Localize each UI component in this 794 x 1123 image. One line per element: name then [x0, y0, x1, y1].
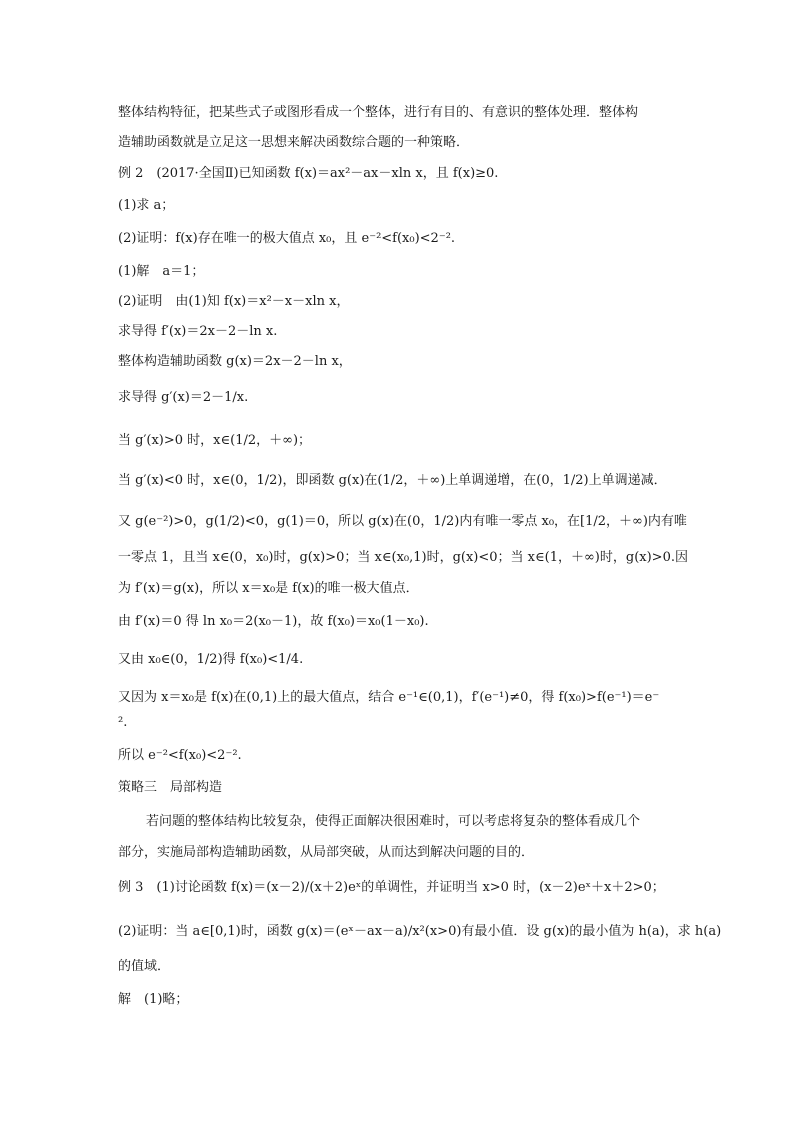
text-line-1: 整体结构特征，把某些式子或图形看成一个整体，进行有目的、有意识的整体处理．整体构: [118, 105, 639, 120]
proof-line-9: 为 f′(x)＝g(x)，所以 x＝x₀是 f(x)的唯一极大值点．: [118, 581, 419, 596]
proof-line-11: 又由 x₀∈(0，1/2)得 f(x₀)<1/4.: [118, 652, 304, 667]
proof-line-3: 整体构造辅助函数 g(x)＝2x－2－ln x，: [118, 354, 352, 369]
solution-part-1: (1)解 a＝1；: [118, 264, 205, 279]
strategy-3-heading: 策略三 局部构造: [118, 780, 223, 795]
proof-line-8: 一零点 1，且当 x∈(0，x₀)时，g(x)>0；当 x∈(x₀,1)时，g(x)<0；当 x∈(1，＋∞)时，g(x)>0.因: [118, 550, 688, 565]
example-3-part-2-cont: 的值域．: [118, 959, 171, 974]
proof-line-12-cont: ².: [118, 715, 128, 730]
proof-line-4: 求导得 g′(x)＝2－1/x.: [118, 390, 249, 405]
proof-line-7: 又 g(e⁻²)>0，g(1/2)<0，g(1)＝0，所以 g(x)在(0，1/2)内有唯一零点 x₀，在[1/2，＋∞)内有唯: [118, 514, 687, 529]
text-line-2: 造辅助函数就是立足这一思想来解决函数综合题的一种策略．: [118, 135, 470, 150]
proof-line-2: 求导得 f′(x)＝2x－2－ln x.: [118, 324, 278, 339]
example-3-solution: 解 (1)略；: [118, 992, 189, 1007]
example-3-part-1: 例 3 (1)讨论函数 f(x)＝(x－2)/(x＋2)eˣ的单调性，并证明当 x>0 时，(x－2)eˣ＋x＋2>0；: [118, 880, 665, 895]
example-2-heading: 例 2 (2017·全国Ⅱ)已知函数 f(x)＝ax²－ax－xln x，且 f(x)≥0.: [118, 166, 499, 181]
proof-line-12: 又因为 x＝x₀是 f(x)在(0,1)上的最大值点，结合 e⁻¹∈(0,1)，f′(e⁻¹)≠0，得 f(x₀)>f(e⁻¹)＝e⁻: [118, 690, 660, 705]
example-2-part-1: (1)求 a；: [118, 198, 175, 213]
example-2-part-2: (2)证明：f(x)存在唯一的极大值点 x₀，且 e⁻²<f(x₀)<2⁻².: [118, 231, 456, 246]
strategy-3-para-1: 若问题的整体结构比较复杂，使得正面解决很困难时，可以考虑将复杂的整体看成几个: [146, 814, 641, 829]
proof-conclusion: 所以 e⁻²<f(x₀)<2⁻².: [118, 748, 242, 763]
proof-line-1: (2)证明 由(1)知 f(x)＝x²－x－xln x，: [118, 294, 350, 309]
strategy-3-para-2: 部分，实施局部构造辅助函数，从局部突破，从而达到解决问题的目的．: [118, 845, 535, 860]
proof-line-5: 当 g′(x)>0 时，x∈(1/2，＋∞)；: [118, 433, 312, 448]
proof-line-6: 当 g′(x)<0 时，x∈(0，1/2)，即函数 g(x)在(1/2，＋∞)上单调递增，在(0，1/2)上单调递减．: [118, 473, 667, 488]
example-3-part-2: (2)证明：当 a∈[0,1)时，函数 g(x)＝(eˣ－ax－a)/x²(x>0)有最小值．设 g(x)的最小值为 h(a)，求 h(a): [118, 924, 722, 939]
proof-line-10: 由 f′(x)＝0 得 ln x₀＝2(x₀－1)，故 f(x₀)＝x₀(1－x₀).: [118, 614, 429, 629]
